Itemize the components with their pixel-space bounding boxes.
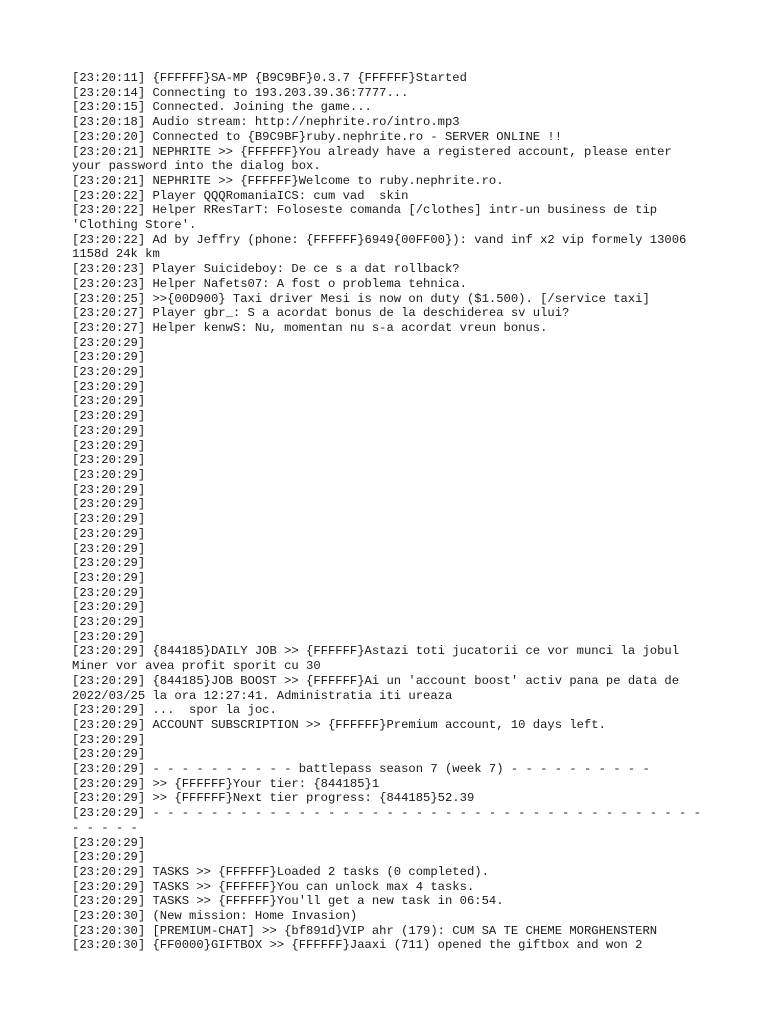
log-line: [23:20:30] {FF0000}GIFTBOX >> {FFFFFF}Jaaxi (711) opened the giftbox and won 2 xyxy=(72,938,643,953)
log-line: [23:20:29] xyxy=(72,394,146,409)
log-line: [23:20:29] xyxy=(72,497,146,512)
log-line: [23:20:22] Ad by Jeffry (phone: {FFFFFF}6949{00FF00}): vand inf x2 vip formely 13006 1158d 24k km xyxy=(72,232,694,262)
log-line: [23:20:29] xyxy=(72,453,146,468)
log-line: [23:20:29] xyxy=(72,438,146,453)
log-line: [23:20:29] - - - - - - - - - - - - - - - - - - - - - - - - - - - - - - - - - - - - - - - - - - - xyxy=(72,806,709,835)
log-line: [23:20:29] xyxy=(72,409,146,424)
log-line: [23:20:21] NEPHRITE >> {FFFFFF}Welcome to ruby.nephrite.ro. xyxy=(72,173,504,188)
log-line: [23:20:29] xyxy=(72,570,146,585)
log-line: [23:20:29] xyxy=(72,629,146,644)
log-line: [23:20:29] xyxy=(72,467,146,482)
log-line: [23:20:29] TASKS >> {FFFFFF}You can unlock max 4 tasks. xyxy=(72,879,475,894)
log-line: [23:20:30] (New mission: Home Invasion) xyxy=(72,909,358,924)
log-line: [23:20:27] Player gbr_: S a acordat bonus de la deschiderea sv ului? xyxy=(72,306,570,321)
log-line: [23:20:11] {FFFFFF}SA-MP {B9C9BF}0.3.7 {FFFFFF}Started xyxy=(72,71,467,85)
log-line: [23:20:22] Player QQQRomaniaICS: cum vad skin xyxy=(72,188,409,203)
log-line: [23:20:29] xyxy=(72,556,146,571)
chat-log xyxy=(72,71,709,953)
log-line: [23:20:22] Helper RResTarT: Foloseste comanda [/clothes] intr-un business de tip 'Clothing Store'. xyxy=(72,203,665,233)
log-line: [23:20:29] xyxy=(72,732,146,747)
log-line: [23:20:29] TASKS >> {FFFFFF}Loaded 2 tasks (0 completed). xyxy=(72,864,489,879)
log-line: [23:20:29] xyxy=(72,423,146,438)
log-line: [23:20:29] xyxy=(72,512,146,527)
log-line: [23:20:29] xyxy=(72,526,146,541)
log-line: [23:20:29] xyxy=(72,379,146,394)
log-line: [23:20:29] >> {FFFFFF}Your tier: {844185}1 xyxy=(72,776,380,791)
log-line: [23:20:29] xyxy=(72,600,146,615)
log-line: [23:20:29] xyxy=(72,365,146,380)
log-line: [23:20:29] >> {FFFFFF}Next tier progress: {844185}52.39 xyxy=(72,791,475,806)
log-line: [23:20:29] xyxy=(72,541,146,556)
log-line: [23:20:29] xyxy=(72,335,146,350)
log-line: [23:20:29] xyxy=(72,615,146,630)
log-line: [23:20:25] >>{00D900} Taxi driver Mesi is now on duty ($1.500). [/service taxi] xyxy=(72,291,650,306)
log-line: [23:20:29] ACCOUNT SUBSCRIPTION >> {FFFFFF}Premium account, 10 days left. xyxy=(72,717,606,732)
log-line: [23:20:15] Connected. Joining the game... xyxy=(72,100,372,115)
log-line: [23:20:23] Helper Nafets07: A fost o problema tehnica. xyxy=(72,276,467,291)
log-line: [23:20:29] xyxy=(72,350,146,365)
log-line: [23:20:29] {844185}DAILY JOB >> {FFFFFF}Astazi toti jucatorii ce vor munci la jobul Miner vor avea profit sporit cu 30 xyxy=(72,644,687,674)
log-line: [23:20:29] ... spor la joc. xyxy=(72,703,277,718)
log-line: [23:20:21] NEPHRITE >> {FFFFFF}You already have a registered account, please enter your password into the dialog box. xyxy=(72,144,680,174)
log-line: [23:20:18] Audio stream: http://nephrite.ro/intro.mp3 xyxy=(72,115,460,130)
log-line: [23:20:30] [PREMIUM-CHAT] >> {bf891d}VIP ahr (179): CUM SA TE CHEME MORGHENSTERN xyxy=(72,923,658,938)
log-line: [23:20:29] xyxy=(72,850,146,865)
log-line: [23:20:27] Helper kenwS: Nu, momentan nu s-a acordat vreun bonus. xyxy=(72,320,548,335)
log-line: [23:20:14] Connecting to 193.203.39.36:7777... xyxy=(72,85,409,100)
log-line: [23:20:29] xyxy=(72,747,146,762)
log-line: [23:20:29] xyxy=(72,482,146,497)
log-line: [23:20:29] {844185}JOB BOOST >> {FFFFFF}Ai un 'account boost' activ pana pe data de 2022/03/25 la ora 12:27:41. Administratia iti ureaza xyxy=(72,673,687,703)
log-line: [23:20:20] Connected to {B9C9BF}ruby.nephrite.ro - SERVER ONLINE !! xyxy=(72,129,563,144)
log-line: [23:20:29] - - - - - - - - - - battlepass season 7 (week 7) - - - - - - - - - - xyxy=(72,762,650,777)
log-line: [23:20:29] xyxy=(72,585,146,600)
log-line: [23:20:23] Player Suicideboy: De ce s a dat rollback? xyxy=(72,262,460,277)
log-line: [23:20:29] xyxy=(72,835,146,850)
log-line: [23:20:29] TASKS >> {FFFFFF}You'll get a new task in 06:54. xyxy=(72,894,504,909)
